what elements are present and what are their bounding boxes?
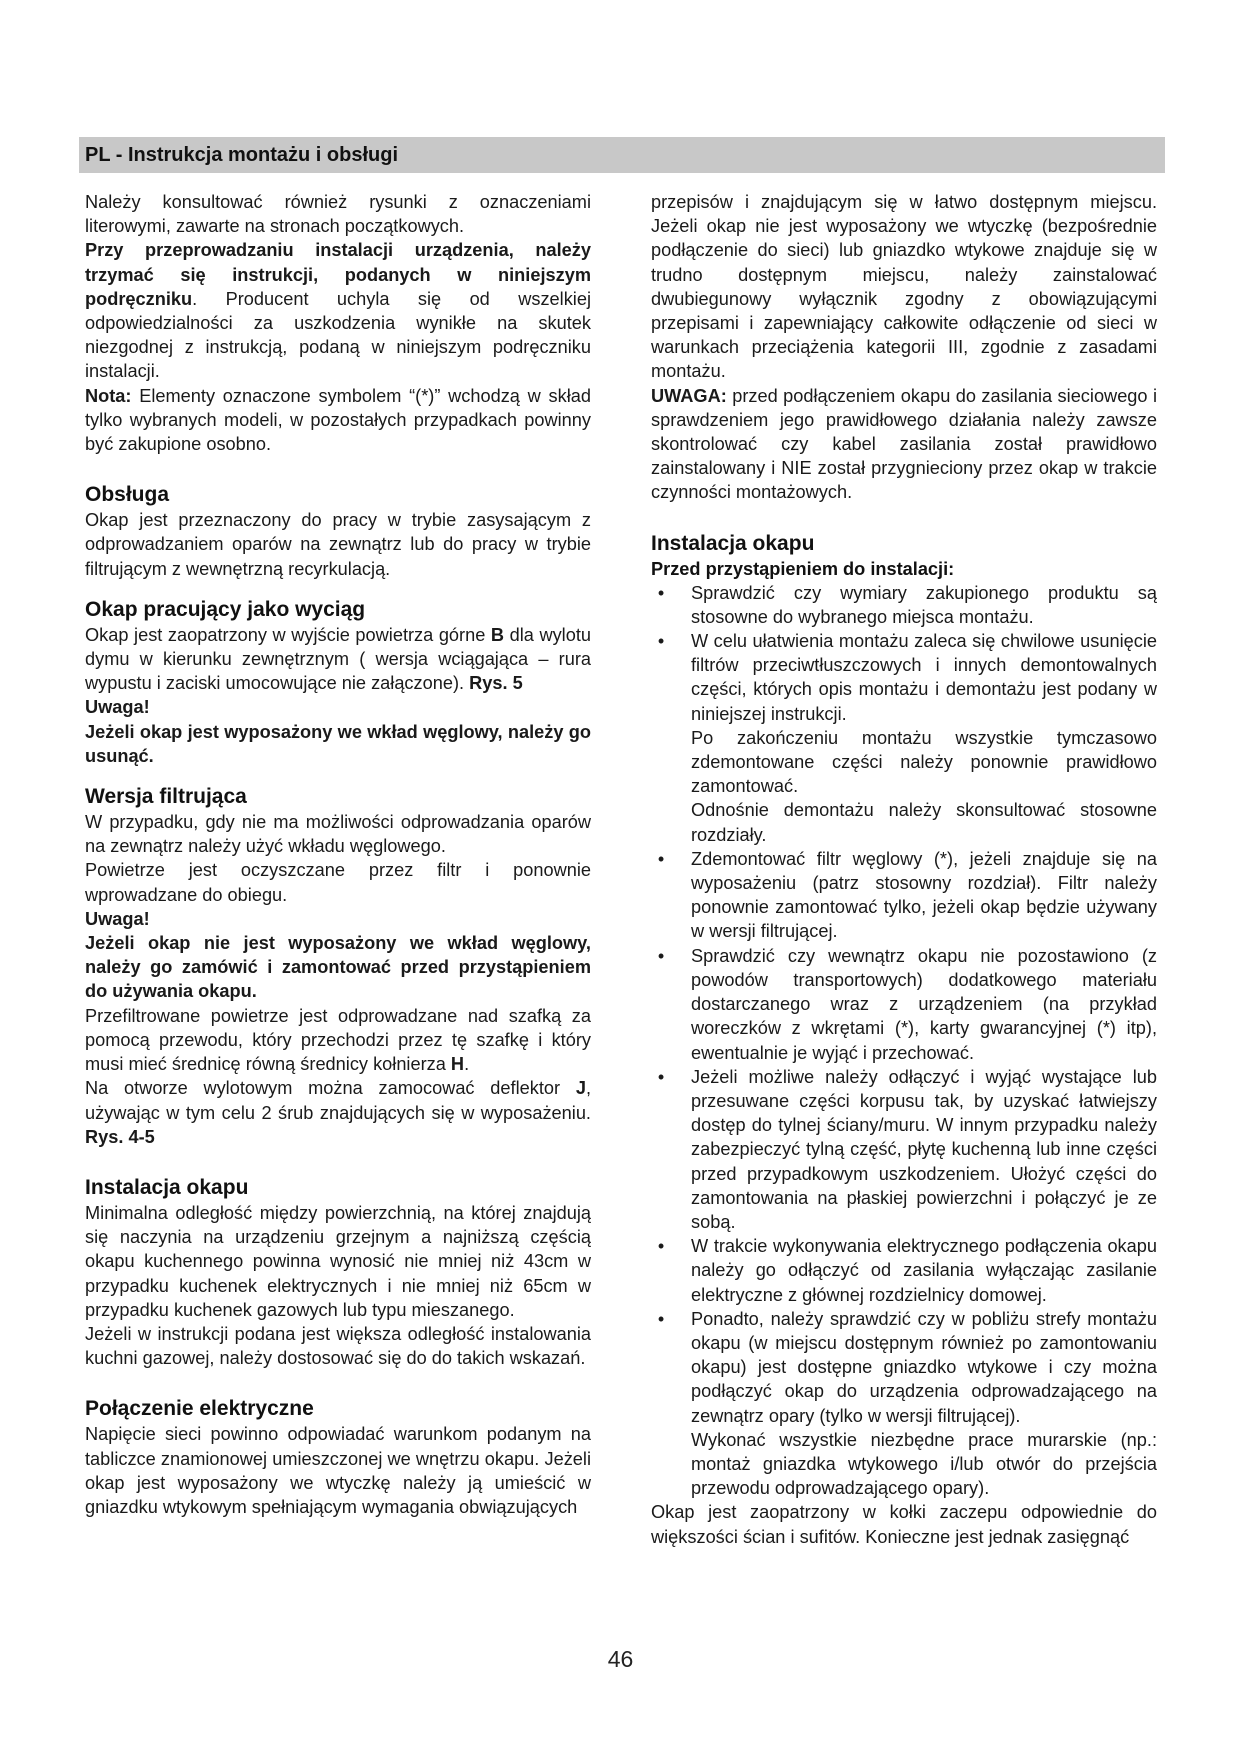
- bullet-icon: •: [657, 945, 665, 966]
- bullet-icon: •: [657, 1066, 665, 1087]
- list-item-text: Po zakończeniu montażu wszystkie tymczasowo zdemontowane części należy ponownie prawidłowo zamontować.: [691, 727, 1157, 797]
- intro-bold-text: Przy przeprowadzaniu instalacji urządzenia, należy trzymać się instrukcji, podanych w niniejszym podręczniku: [85, 240, 591, 309]
- filtr-text-2: Powietrze jest oczyszczane przez filtr i ponownie wprowadzane do obiegu.: [85, 860, 591, 905]
- list-item-text: Wykonać wszystkie niezbędne prace murarskie (np.: montaż gniazdka wtykowego i/lub otwór do przejścia przewodu odprowadzającego opary).: [691, 1429, 1157, 1499]
- list-item-text: Odnośnie demontażu należy skonsultować stosowne rozdziały.: [691, 800, 1157, 845]
- list-item-text: Sprawdzić czy wymiary zakupionego produktu są stosowne do wybranego miejsca montażu.: [691, 582, 1157, 627]
- filtr-paragraph-4: [85, 1076, 591, 1149]
- bullet-icon: •: [657, 1236, 665, 1257]
- left-column: [85, 190, 591, 1519]
- wyciag-warning: Jeżeli okap jest wyposażony we wkład węglowy, należy go usunąć.: [85, 721, 591, 766]
- nota-paragraph: [85, 384, 591, 457]
- wyciag-heading: Okap pracujący jako wyciąg: [85, 597, 366, 621]
- bullet-icon: •: [657, 848, 665, 869]
- filtr-warning: Jeżeli okap nie jest wyposażony we wkład węglowy, należy go zamówić i zamontować przed przystąpieniem do używania okapu.: [85, 933, 591, 1002]
- list-item-text: W trakcie wykonywania elektrycznego podłączenia okapu należy go odłączyć od zasilania wyłączając zasilanie elektryczne z głównej rozdzielnicy domowej.: [691, 1236, 1157, 1305]
- elektryczne-heading: Połączenie elektryczne: [85, 1397, 314, 1421]
- preparation-list: [651, 581, 1157, 1501]
- wyciag-uwaga: Uwaga!: [85, 697, 150, 718]
- wyciag-text: Okap jest zaopatrzony w wyjście powietrza górne: [85, 624, 491, 645]
- nota-text: Elementy oznaczone symbolem “(*)” wchodzą w skład tylko wybranych modeli, w pozostałych przypadkach powinny być zakupione osobno.: [85, 385, 591, 455]
- obsluga-heading: Obsługa: [85, 483, 170, 507]
- bullet-icon: •: [657, 582, 665, 603]
- uwaga-label: UWAGA:: [651, 385, 727, 406]
- intro-text: Należy konsultować również rysunki z oznaczeniami literowymi, zawarte na stronach początkowych.: [85, 192, 591, 237]
- continuation-text: przepisów i znajdującym się w łatwo dostępnym miejscu. Jeżeli okap nie jest wyposażony we wtyczkę (bezpośrednie podłączenie do sieci) lub gniazdko wtykowe znajduje się w trudno dostępnym miejscu, należy zainstalować dwubiegunowy wyłącznik zgodny z obowiązującymi przepisami i zapewniający całkowite odłączenie od sieci w warunkach przeciążenia kategorii III, zgodnie z zasadami montażu.: [651, 192, 1157, 382]
- filtr-paragraph-3: [85, 1004, 591, 1077]
- figure-ref-4-5: Rys. 4-5: [85, 1126, 155, 1147]
- page-number: 46: [607, 1646, 634, 1672]
- list-item: [651, 944, 1157, 1065]
- list-item-text: Sprawdzić czy wewnątrz okapu nie pozostawiono (z powodów transportowych) dodatkowego materiału dostarczanego wraz z urządzeniem (na przykład woreczków z wkrętami (*), karty gwarancyjnej (*) itp), ewentualnie je wyjąć i przechować.: [691, 945, 1157, 1063]
- uwaga-text: przed podłączeniem okapu do zasilania sieciowego i sprawdzeniem jego prawidłowego działania należy zawsze skontrolować czy kabel zasilania został prawidłowo zainstalowany i NIE został przygnieciony przez okap w trakcie czynności montażowych.: [651, 385, 1157, 503]
- deflector-j-label: J: [575, 1078, 586, 1099]
- closing-text: Okap jest zaopatrzony w kołki zaczepu odpowiednie do większości ścian i sufitów. Konieczne jest jednak zasięgnąć: [651, 1502, 1157, 1547]
- instalacja-text-2: Jeżeli w instrukcji podana jest większa odległość instalowania kuchni gazowej, należy dostosować się do do takich wskazań.: [85, 1323, 591, 1369]
- intro-liability-text: . Producent uchyla się od wszelkiej odpowiedzialności za uszkodzenia wynikłe na skutek niezgodnej z instrukcją, podaną w niniejszym podręczniku instalacji.: [85, 288, 591, 382]
- list-item: [651, 1234, 1157, 1307]
- wyciag-text-cont: dla wylotu dymu w kierunku zewnętrznym ( wersja wciągająca – rura wypustu i zaciski umocowujące nie załączone).: [85, 624, 591, 694]
- figure-ref-5: Rys. 5: [469, 673, 523, 694]
- filtr-text-3-end: .: [464, 1054, 470, 1075]
- bullet-icon: •: [657, 1308, 665, 1329]
- filtr-text-4-end: , używając w tym celu 2 śrub znajdujących się w wyposażeniu.: [85, 1078, 591, 1123]
- outlet-b-label: B: [490, 624, 505, 645]
- list-item-text: W celu ułatwienia montażu zaleca się chwilowe usunięcie filtrów przeciwtłuszczowych i innych demontowalnych części, których opis montażu i demontażu jest podany w niniejszej instrukcji.: [691, 631, 1157, 724]
- filtr-text-4: Na otworze wylotowym można zamocować deflektor: [85, 1078, 576, 1099]
- list-item: [651, 1065, 1157, 1234]
- instalacja-text-1: Minimalna odległość między powierzchnią, na której znajdują się naczynia na urządzeniu grzejnym a najniższą częścią okapu kuchennego powinna wynosić nie mniej niż 43cm w przypadku kuchenek elektrycznych i nie mniej niż 65cm w przypadku kuchenek gazowych lub typu mieszanego.: [85, 1202, 591, 1320]
- instalacja-heading-right: Instalacja okapu: [651, 531, 815, 555]
- section-header: PL - Instrukcja montażu i obsługi: [79, 137, 1165, 173]
- obsluga-text: Okap jest przeznaczony do pracy w trybie zasysającym z odprowadzaniem oparów na zewnątrz lub do pracy w trybie filtrującym z wewnętrzną recyrkulacją.: [85, 510, 591, 579]
- intro-paragraph: [85, 190, 591, 238]
- instalacja-heading-left: Instalacja okapu: [85, 1175, 249, 1199]
- nota-label: Nota:: [85, 385, 132, 406]
- filtr-heading: Wersja filtrująca: [85, 785, 247, 809]
- filtr-text-1: W przypadku, gdy nie ma możliwości odprowadzania oparów na zewnątrz należy użyć wkładu węglowego.: [85, 812, 591, 857]
- right-column: [651, 190, 1157, 1549]
- wyciag-paragraph: [85, 623, 591, 696]
- list-item-text: Jeżeli możliwe należy odłączyć i wyjąć wystające lub przesuwane części korpusu tak, by uzyskać łatwiejszy dostęp do tylnej ściany/muru. W innym przypadku należy zabezpieczyć tylną część, płytę kuchenną lub inne części przed przypadkowym uszkodzeniem. Ułożyć części do zamontowania na płaskiej powierzchni i połączyć je ze sobą.: [691, 1066, 1157, 1232]
- list-item: [651, 629, 1157, 847]
- collar-h-label: H: [450, 1054, 465, 1075]
- list-item-text: Zdemontować filtr węglowy (*), jeżeli znajduje się na wyposażeniu (patrz stosowny rozdział). Filtr należy ponownie zamontować tylko, jeżeli okap będzie używany w wersji filtrującej.: [691, 848, 1157, 942]
- intro-instruction-paragraph: [85, 238, 591, 383]
- list-item: [651, 847, 1157, 944]
- list-item: [651, 1307, 1157, 1501]
- elektryczne-text: Napięcie sieci powinno odpowiadać warunkom podanym na tabliczce znamionowej umieszczonej we wnętrzu okapu. Jeżeli okap jest wyposażony we wtyczkę należy ją umieścić w gniazdku wtykowym spełniającym wymagania obwiązujących: [85, 1424, 591, 1517]
- filtr-text-3: Przefiltrowane powietrze jest odprowadzane nad szafką za pomocą przewodu, który przechodzi przez tę szafkę i który musi mieć średnicę równą średnicy kołnierza: [85, 1005, 591, 1075]
- filtr-uwaga: Uwaga!: [85, 908, 150, 929]
- list-item-text: Ponadto, należy sprawdzić czy w pobliżu strefy montażu okapu (w miejscu dostępnym również po zamontowaniu okapu) jest dostępne gniazdko wtykowe i czy można podłączyć okap do urządzenia odprowadzającego na zewnątrz opary (tylko w wersji filtrującej).: [691, 1308, 1157, 1426]
- bullet-icon: •: [657, 631, 665, 652]
- list-item: [651, 581, 1157, 629]
- uwaga-paragraph: [651, 384, 1157, 505]
- przed-heading: Przed przystąpieniem do instalacji:: [651, 558, 955, 579]
